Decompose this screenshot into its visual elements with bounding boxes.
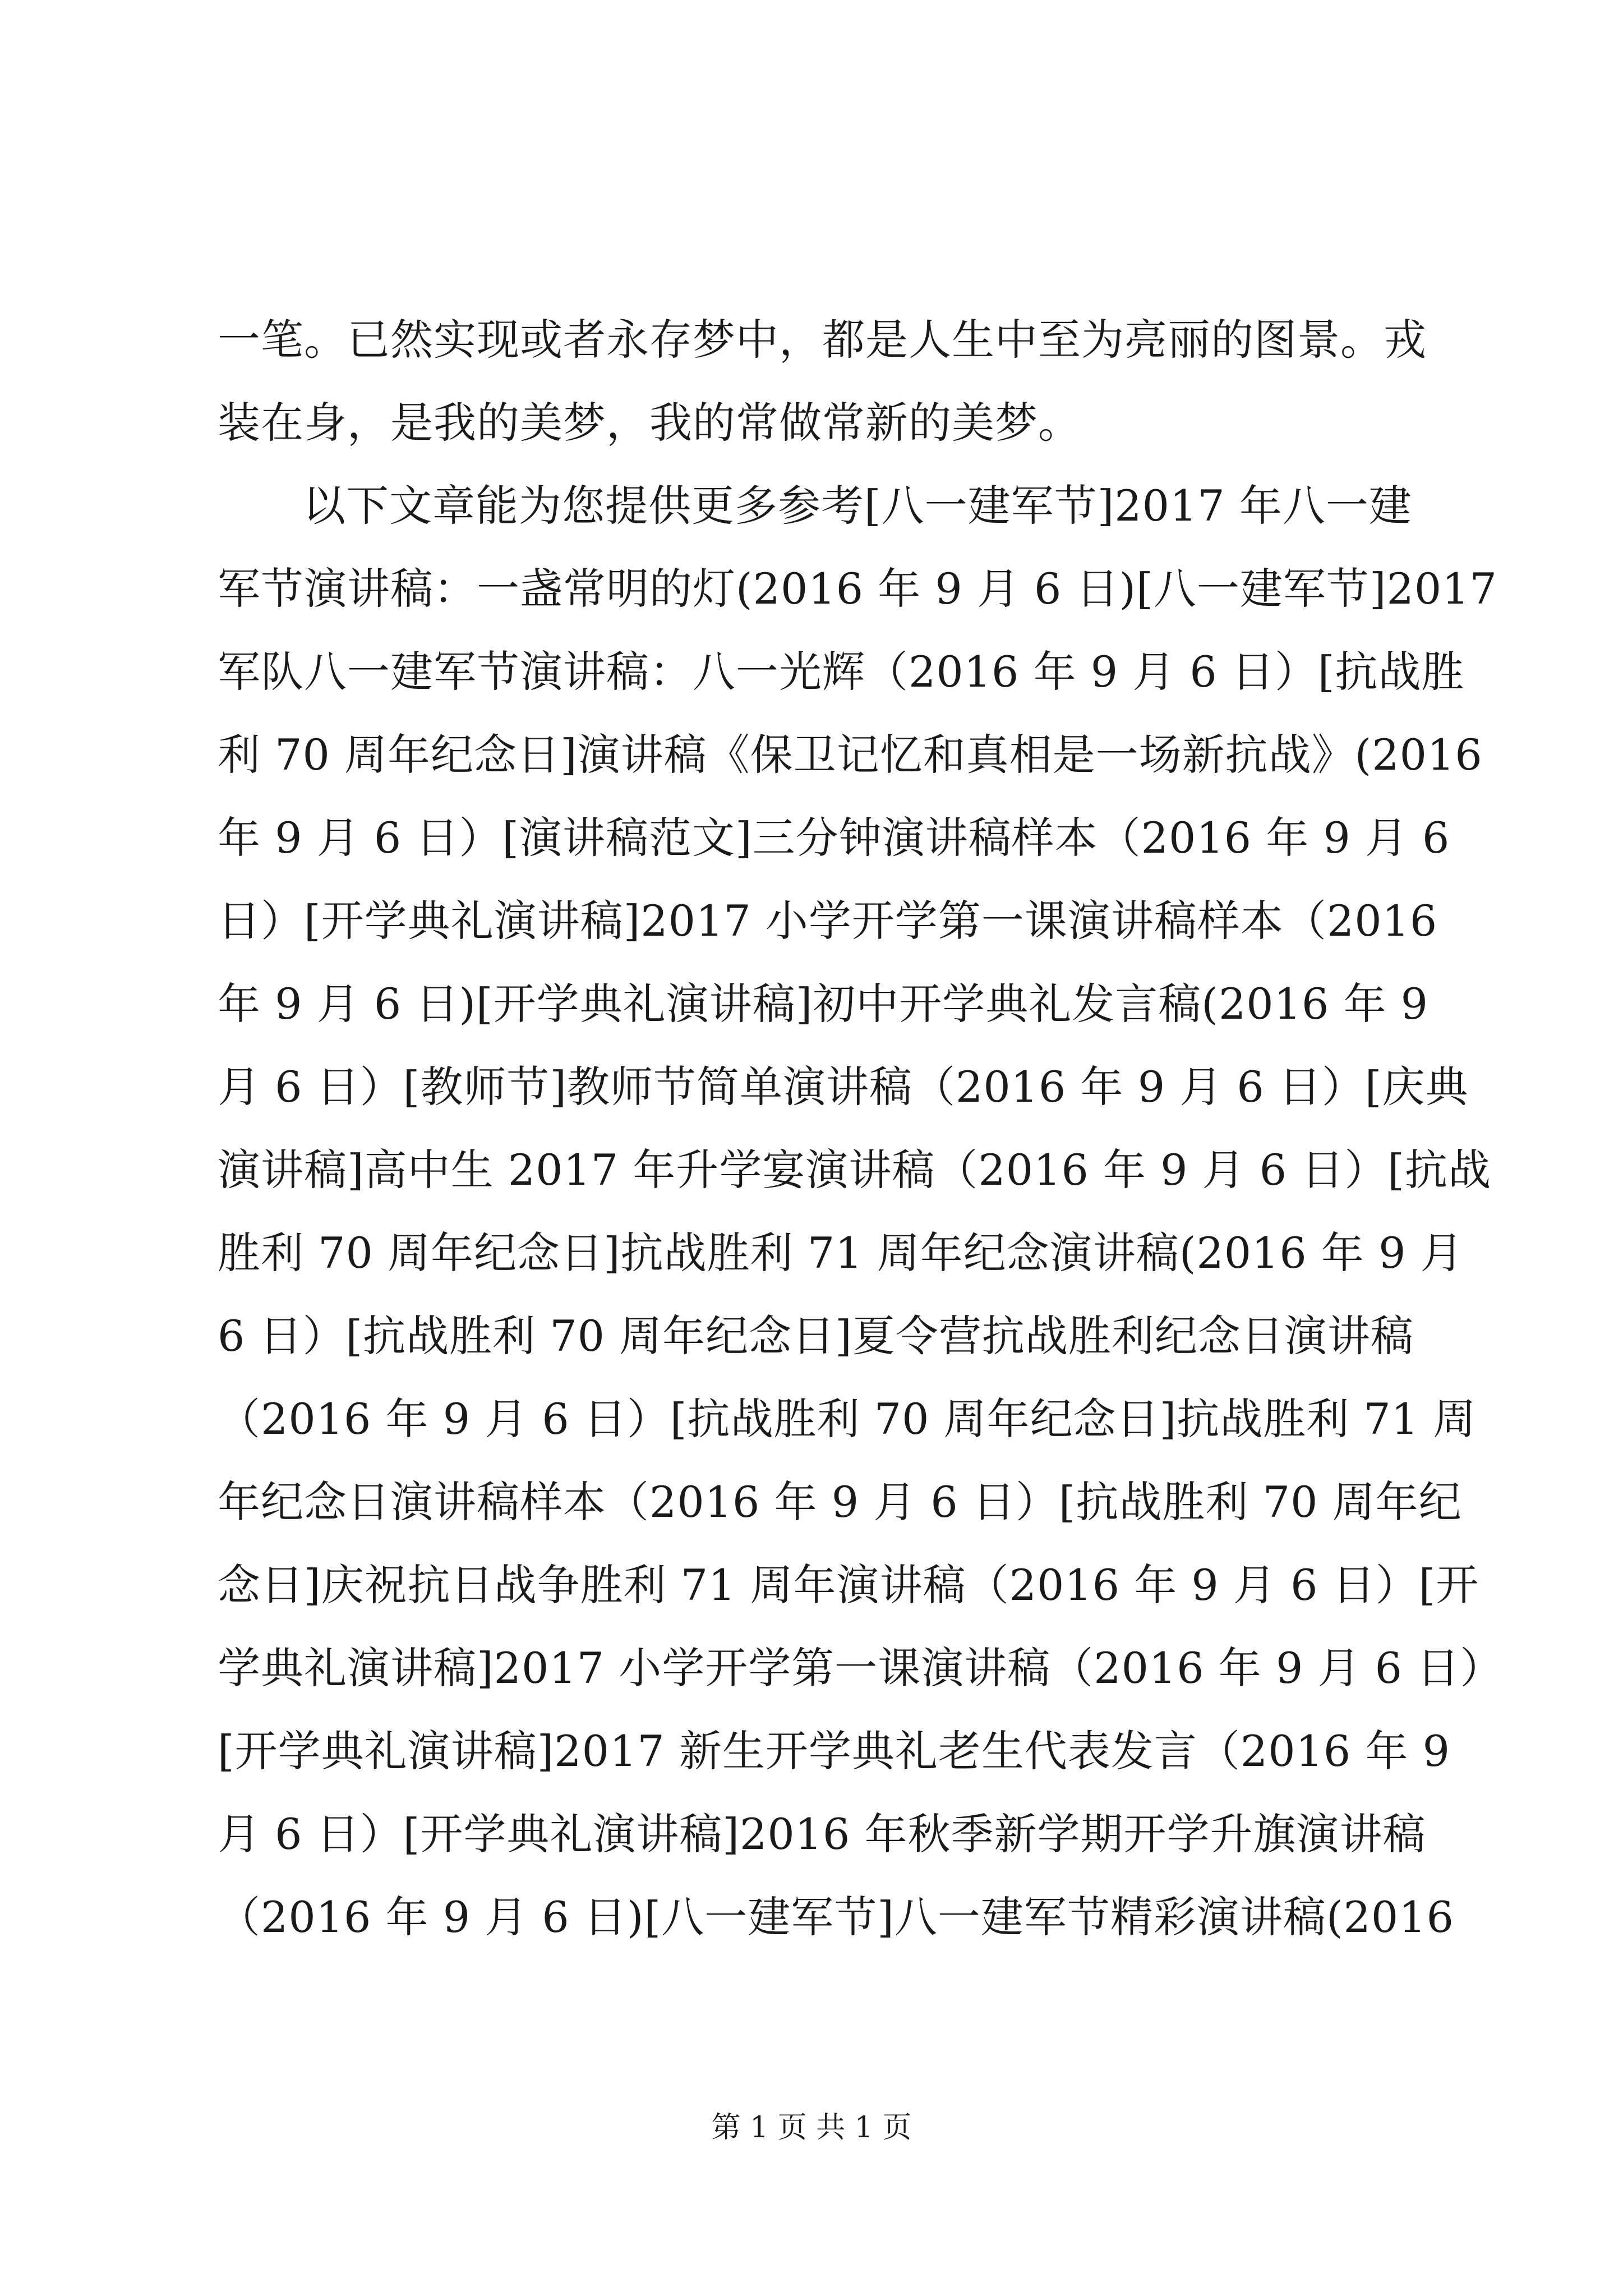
- text-line: （2016 年 9 月 6 日)[八一建军节]八一建军节精彩演讲稿(2016: [218, 1892, 1454, 1942]
- text-line: 军队八一建军节演讲稿：八一光辉（2016 年 9 月 6 日）[抗战胜: [218, 647, 1465, 697]
- page-footer: [0, 2108, 1623, 2147]
- text-line: 军节演讲稿：一盏常明的灯(2016 年 9 月 6 日)[八一建军节]2017: [218, 564, 1497, 614]
- text-line: 胜利 70 周年纪念日]抗战胜利 71 周年纪念演讲稿(2016 年 9 月: [218, 1228, 1464, 1278]
- body-text: [218, 298, 1504, 1959]
- text-line: 月 6 日）[开学典礼演讲稿]2016 年秋季新学期开学升旗演讲稿: [218, 1809, 1426, 1859]
- text-line: 6 日）[抗战胜利 70 周年纪念日]夏令营抗战胜利纪念日演讲稿: [218, 1311, 1414, 1361]
- text-line: （2016 年 9 月 6 日）[抗战胜利 70 周年纪念日]抗战胜利 71 周: [218, 1394, 1477, 1444]
- text-line: 年 9 月 6 日)[开学典礼演讲稿]初中开学典礼发言稿(2016 年 9: [218, 979, 1429, 1029]
- paragraph-start-line: 以下文章能为您提供更多参考[八一建军节]2017 年八一建: [303, 481, 1412, 531]
- text-line: 月 6 日）[教师节]教师节简单演讲稿（2016 年 9 月 6 日）[庆典: [218, 1062, 1469, 1112]
- text-line: 一笔。已然实现或者永存梦中，都是人生中至为亮丽的图景。戎: [218, 315, 1427, 365]
- page-number: 第 1 页 共 1 页: [711, 2111, 912, 2145]
- text-line: 念日]庆祝抗日战争胜利 71 周年演讲稿（2016 年 9 月 6 日）[开: [218, 1560, 1479, 1610]
- text-line: 利 70 周年纪念日]演讲稿《保卫记忆和真相是一场新抗战》(2016: [218, 730, 1483, 780]
- text-line: 装在身，是我的美梦，我的常做常新的美梦。: [218, 398, 1081, 448]
- text-line: 年纪念日演讲稿样本（2016 年 9 月 6 日）[抗战胜利 70 周年纪: [218, 1477, 1462, 1527]
- text-line: 演讲稿]高中生 2017 年升学宴演讲稿（2016 年 9 月 6 日）[抗战: [218, 1145, 1491, 1195]
- text-line: [开学典礼演讲稿]2017 新生开学典礼老生代表发言（2016 年 9: [218, 1726, 1450, 1776]
- text-line: 学典礼演讲稿]2017 小学开学第一课演讲稿（2016 年 9 月 6 日）: [218, 1643, 1504, 1693]
- text-line: 年 9 月 6 日）[演讲稿范文]三分钟演讲稿样本（2016 年 9 月 6: [218, 813, 1450, 863]
- text-line: 日）[开学典礼演讲稿]2017 小学开学第一课演讲稿样本（2016: [218, 896, 1438, 946]
